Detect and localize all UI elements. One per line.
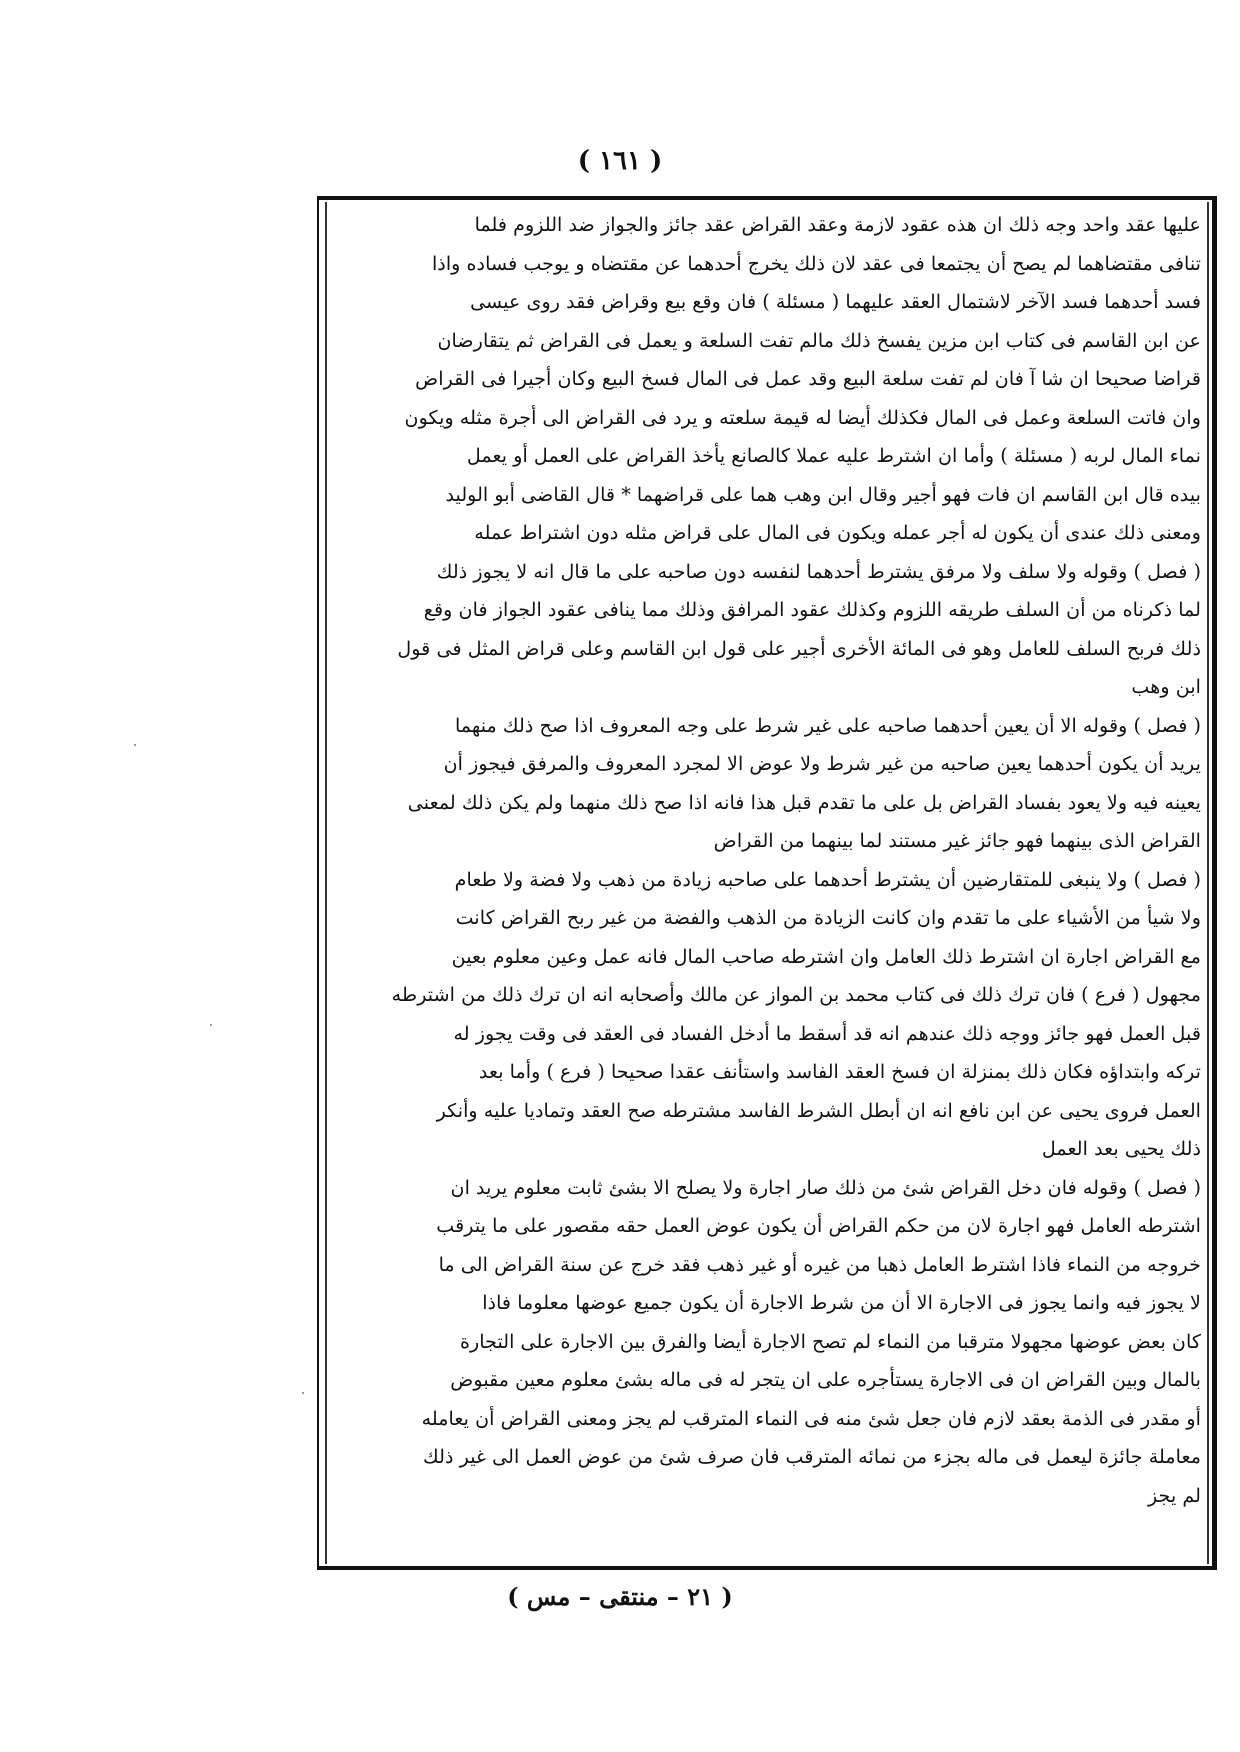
text-line: معاملة جائزة ليعمل فى ماله بجزء من نمائه المترقب فان صرف شئ من عوض العمل الى غير ذلك bbox=[423, 1445, 1201, 1468]
footer-signature: ( ٢١ – منتقى – مس ) bbox=[507, 1582, 733, 1611]
text-line: عن ابن القاسم فى كتاب ابن مزين يفسخ ذلك مالم تفت السلعة و يعمل فى القراض ثم يتقارضان bbox=[437, 328, 1201, 352]
text-line: ابن وهب bbox=[1131, 675, 1201, 698]
text-line: ولا شيأ من الأشياء على ما تقدم وان كانت الزيادة من الذهب والفضة من غير ربح القراض كانت bbox=[455, 906, 1201, 929]
text-line: ذلك فربح السلف للعامل وهو فى المائة الأخرى أجير على قول ابن القاسم وعلى قراض المثل فى قول bbox=[397, 636, 1201, 660]
text-line: لا يجوز فيه وانما يجوز فى الاجارة الا أن من شرط الاجارة أن يكون جميع عوضها معلوما فاذا bbox=[482, 1291, 1201, 1314]
text-line: قراضا صحيحا ان شا آ فان لم تفت سلعة البيع وقد عمل فى المال فسخ البيع وكان أجيرا فى القراض bbox=[415, 367, 1201, 390]
text-line: ( فصل ) ولا ينبغى للمتقارضين أن يشترط أحدهما على صاحبه زيادة من ذهب ولا فضة ولا طعام bbox=[454, 867, 1201, 891]
text-line: لم يجز bbox=[1147, 1483, 1201, 1507]
text-line: بالمال وبين القراض ان فى الاجارة يستأجره على ان يتجر له فى ماله بشئ معلوم معين مقبوض bbox=[450, 1368, 1201, 1391]
scan-speck bbox=[134, 744, 136, 746]
text-line: ومعنى ذلك عندى أن يكون له أجر عمله ويكون فى المال على قراض مثله دون اشتراط عمله bbox=[474, 521, 1201, 544]
text-line: ( فصل ) وقوله فان دخل القراض شئ من ذلك صار اجارة ولا يصلح الا بشئ ثابت معلوم يريد ان bbox=[450, 1175, 1201, 1199]
text-line: ( فصل ) وقوله الا أن يعين أحدهما صاحبه على غير شرط على وجه المعروف اذا صح ذلك منهما bbox=[454, 713, 1201, 737]
text-line: فسد أحدهما فسد الآخر لاشتمال العقد عليهما ( مسئلة ) فان وقع بيع وقراض فقد روى عيسى bbox=[470, 290, 1201, 313]
text-line: خروجه من النماء فاذا اشترط العامل ذهبا من غيره أو غير ذهب فقد خرج عن سنة القراض الى ما bbox=[438, 1252, 1201, 1276]
text-line: وان فاتت السلعة وعمل فى المال فكذلك أيضا له قيمة سلعته و يرد فى القراض الى أجرة مثله ويكون bbox=[404, 405, 1201, 429]
text-line: ( فصل ) وقوله ولا سلف ولا مرفق يشترط أحدهما لنفسه دون صاحبه على ما قال انه لا يجوز ذلك bbox=[436, 559, 1201, 583]
text-line: تركه وابتداؤه فكان ذلك بمنزلة ان فسخ العقد الفاسد واستأنف عقدا صحيحا ( فرع ) وأما بعد bbox=[478, 1060, 1201, 1083]
text-line: العمل فروى يحيى عن ابن نافع انه ان أبطل الشرط الفاسد مشترطه صح العقد وتماديا عليه وأنكر bbox=[436, 1098, 1201, 1122]
text-block bbox=[333, 206, 1201, 1515]
scan-speck bbox=[302, 1392, 304, 1394]
text-line: كان بعض عوضها مجهولا مترقبا من النماء لم تصح الاجارة أيضا والفرق بين الاجارة على التجارة bbox=[459, 1329, 1201, 1353]
text-line: تنافى مقتضاهما لم يصح أن يجتمعا فى عقد لان ذلك يخرج أحدهما عن مقتضاه و يوجب فساده واذا bbox=[431, 251, 1201, 275]
text-line: أو مقدر فى الذمة بعقد لازم فان جعل شئ منه فى النماء المترقب لم يجز ومعنى القراض أن يعامله bbox=[421, 1406, 1201, 1430]
page-number: ( ١٦١ ) bbox=[577, 146, 663, 176]
text-line: ذلك يحيى بعد العمل bbox=[1041, 1137, 1201, 1160]
text-line: القراض الذى بينهما فهو جائز غير مستند لما بينهما من القراض bbox=[713, 829, 1201, 852]
text-line: يريد أن يكون أحدهما يعين صاحبه من غير شرط ولا عوض الا لمجرد المعروف والمرفق فيجوز أن bbox=[443, 752, 1201, 775]
text-line: اشترطه العامل فهو اجارة لان من حكم القراض أن يكون عوض العمل حقه مقصور على ما يترقب bbox=[436, 1214, 1201, 1237]
text-line: قبل العمل فهو جائز ووجه ذلك عندهم انه قد أسقط ما أدخل الفساد فى العقد فى وقت يجوز له bbox=[453, 1021, 1201, 1045]
text-line: يعينه فيه ولا يعود بفساد القراض بل على ما تقدم قبل هذا فانه اذا صح ذلك منهما ولم يكن ذلك لمعنى bbox=[407, 790, 1201, 814]
text-line: مجهول ( فرع ) فان ترك ذلك فى كتاب محمد بن المواز عن مالك وأصحابه انه ان ترك ذلك من اشترطه bbox=[391, 983, 1201, 1006]
text-line: لما ذكرناه من أن السلف طريقه اللزوم وكذلك عقود المرافق وذلك مما ينافى عقود الجواز فان وقع bbox=[423, 598, 1201, 621]
scan-speck bbox=[210, 1024, 212, 1026]
text-line: بيده قال ابن القاسم ان فات فهو أجير وقال ابن وهب هما على قراضهما * قال القاضى أبو الوليد bbox=[445, 482, 1201, 506]
text-line: نماء المال لربه ( مسئلة ) وأما ان اشترط عليه عملا كالصانع يأخذ القراض على العمل أو يعمل bbox=[466, 444, 1201, 467]
text-line: مع القراض اجارة ان اشترط ذلك العامل وان اشترطه صاحب المال فانه عمل وعين معلوم بعين bbox=[451, 944, 1201, 968]
text-line: عليها عقد واحد وجه ذلك ان هذه عقود لازمة وعقد القراض عقد جائز والجواز ضد اللزوم فلما bbox=[474, 213, 1201, 236]
